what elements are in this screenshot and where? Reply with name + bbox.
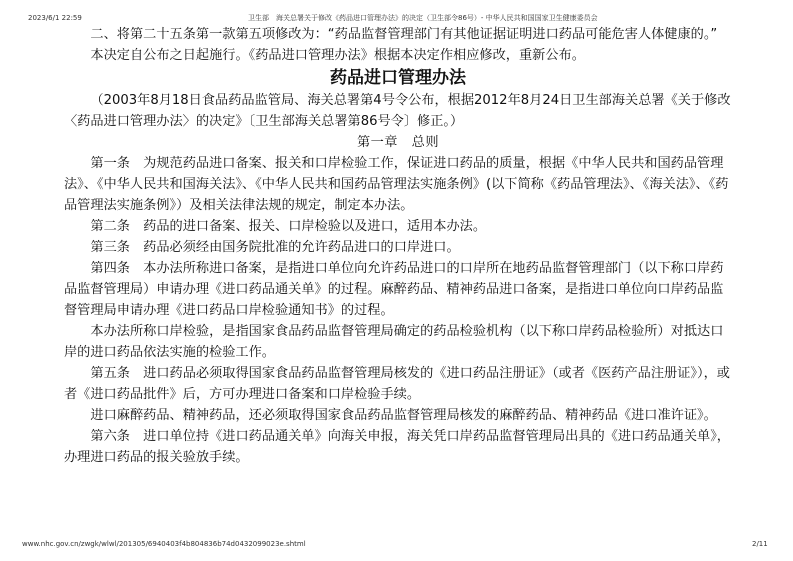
print-datetime: 2023/6/1 22:59 xyxy=(28,14,82,22)
document-body xyxy=(64,24,732,468)
article-4-paragraph-2: 本办法所称口岸检验，是指国家食品药品监督管理局确定的药品检验机构（以下称口岸药品检验所）对抵达口岸的进口药品依法实施的检验工作。 xyxy=(64,324,724,360)
print-page-title: 卫生部 海关总署关于修改《药品进口管理办法》的决定（卫生部令86号）- 中华人民共和国国家卫生健康委员会 xyxy=(248,14,598,22)
article-5-paragraph-2: 进口麻醉药品、精神药品，还必须取得国家食品药品监督管理局核发的麻醉药品、精神药品《进口准许证》。 xyxy=(90,408,717,423)
promulgation-note: （2003年8月18日食品药品监管局、海关总署第4号令公布，根据2012年8月24日卫生部海关总署《关于修改〈药品进口管理办法〉的决定》〔卫生部海关总署第86号令〕修正。） xyxy=(64,93,731,129)
article-6: 第六条 进口单位持《进口药品通关单》向海关申报，海关凭口岸药品监督管理局出具的《进口药品通关单》，办理进口药品的报关验放手续。 xyxy=(64,429,730,465)
page-number: 2/11 xyxy=(752,540,768,548)
amendment-paragraph: 二、将第二十五条第一款第五项修改为：“药品监督管理部门有其他证据证明进口药品可能危害人体健康的。” xyxy=(90,27,718,42)
article-2: 第二条 药品的进口备案、报关、口岸检验以及进口，适用本办法。 xyxy=(90,219,487,234)
article-1: 第一条 为规范药品进口备案、报关和口岸检验工作，保证进口药品的质量，根据《中华人民共和国药品管理法》、《中华人民共和国海关法》、《中华人民共和国药品管理法实施条例》(以下简称《药品管理法》、《海关法》、《药品管理法实施条例》）及相关法律法规的规定，制定本办法。 xyxy=(64,156,729,213)
chapter-heading: 第一章 总则 xyxy=(356,135,440,150)
print-footer xyxy=(0,538,793,550)
effective-paragraph: 本决定自公布之日起施行。《药品进口管理办法》根据本决定作相应修改，重新公布。 xyxy=(90,48,585,63)
print-header xyxy=(0,12,793,24)
article-3: 第三条 药品必须经由国务院批准的允许药品进口的口岸进口。 xyxy=(90,240,460,255)
document-title: 药品进口管理办法 xyxy=(330,68,466,88)
article-4: 第四条 本办法所称进口备案，是指进口单位向允许药品进口的口岸所在地药品监督管理部门（以下称口岸药品监督管理局）申请办理《进口药品通关单》的过程。麻醉药品、精神药品进口备案，是指进口单位向口岸药品监督管理局申请办理《进口药品口岸检验通知书》的过程。 xyxy=(64,261,724,318)
page-url: www.nhc.gov.cn/zwgk/wlwl/201305/6940403f4b804836b74d0432099023e.shtml xyxy=(22,540,306,548)
article-5: 第五条 进口药品必须取得国家食品药品监督管理局核发的《进口药品注册证》（或者《医药产品注册证》），或者《进口药品批件》后，方可办理进口备案和口岸检验手续。 xyxy=(64,366,730,402)
